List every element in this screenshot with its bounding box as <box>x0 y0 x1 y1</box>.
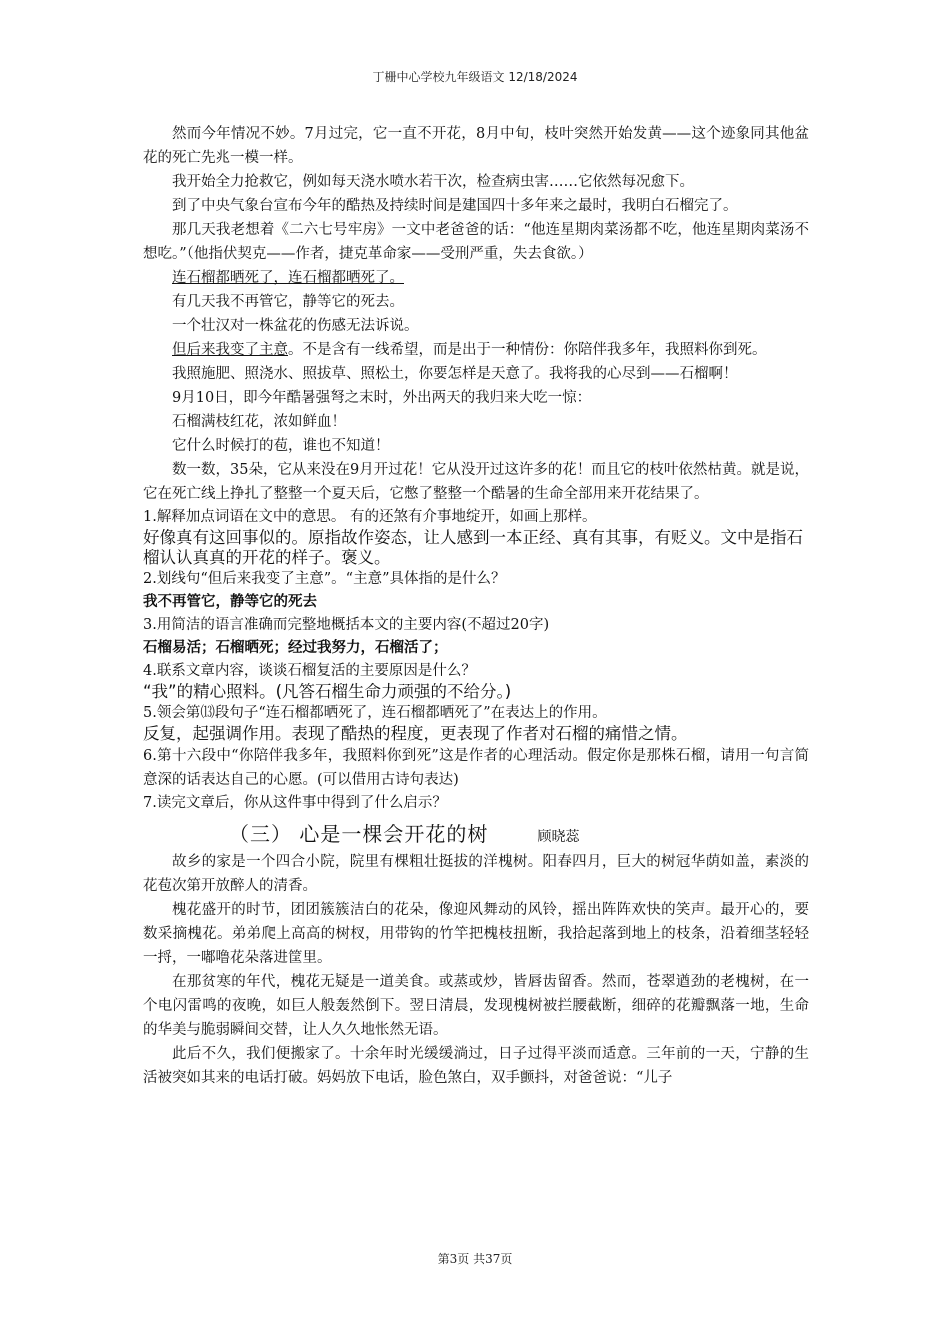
paragraph: 然而今年情况不妙。7月过完，它一直不开花，8月中旬，枝叶突然开始发黄——这个迹象同其他盆花的死亡先兆一模一样。 <box>143 126 809 166</box>
underlined-sentence: 但后来我变了主意 <box>172 342 288 358</box>
answer-5: 反复，起强调作用。表现了酷热的程度，更表现了作者对石榴的痛惜之情。 <box>143 724 688 743</box>
question-3: 3.用简洁的语言准确而完整地概括本文的主要内容(不超过20字) <box>143 617 550 633</box>
paragraph: 此后不久，我们便搬家了。十余年时光缓缓淌过，日子过得平淡而适意。三年前的一天，宁静的生活被突如其来的电话打破。妈妈放下电话，脸色煞白，双手颤抖，对爸爸说：“儿子 <box>143 1046 809 1086</box>
main-content <box>143 122 809 1090</box>
marked-sentence: 连石榴都晒死了，连石榴都晒死了。 <box>172 270 404 286</box>
question-2: 2.划线句“但后来我变了主意”。“主意”具体指的是什么？ <box>143 571 506 587</box>
paragraph: 它什么时候打的苞，谁也不知道！ <box>172 438 390 454</box>
question-1: 1.解释加点词语在文中的意思。 有的还煞有介事地绽开，如画上那样。 <box>143 509 597 525</box>
answer-1: 好像真有这回事似的。原指故作姿态，让人感到一本正经、真有其事，有贬义。文中是指石榴认认真真的开花的样子。褒义。 <box>143 528 803 567</box>
answer-3: 石榴易活；石榴晒死；经过我努力，石榴活了； <box>143 640 448 656</box>
page-footer: 第3页 共37页 <box>437 1252 513 1266</box>
page-header: 丁栅中心学校九年级语文 12/18/2024 <box>372 70 578 84</box>
paragraph: 一个壮汉对一株盆花的伤感无法诉说。 <box>172 318 419 334</box>
section-heading <box>143 818 809 848</box>
paragraph: 故乡的家是一个四合小院，院里有棵粗壮挺拔的洋槐树。阳春四月，巨大的树冠华荫如盖，素淡的花苞次第开放醉人的清香。 <box>143 854 809 894</box>
paragraph: 我照施肥、照浇水、照拔草、照松土，你要怎样是天意了。我将我的心尽到——石榴啊！ <box>172 366 738 382</box>
answer-2: 我不再管它，静等它的死去 <box>143 594 317 610</box>
paragraph <box>143 338 809 362</box>
question-4: 4.联系文章内容，谈谈石榴复活的主要原因是什么？ <box>143 663 476 679</box>
question-7: 7.读完文章后，你从这件事中得到了什么启示？ <box>143 795 447 811</box>
paragraph: 我开始全力抢救它，例如每天浇水喷水若干次，检查病虫害……它依然每况愈下。 <box>172 174 694 190</box>
paragraph: 有几天我不再管它，静等它的死去。 <box>172 294 404 310</box>
paragraph-rest: 。不是含有一线希望，而是出于一种情份：你陪伴我多年，我照料你到死。 <box>288 342 767 358</box>
repeated-sentence <box>143 266 809 290</box>
section-author: 顾晓蕊 <box>537 829 580 845</box>
question-5: 5.领会第⒀段句子“连石榴都晒死了，连石榴都晒死了”在表达上的作用。 <box>143 705 607 721</box>
paragraph: 到了中央气象台宣布今年的酷热及持续时间是建国四十多年来之最时，我明白石榴完了。 <box>172 198 738 214</box>
paragraph: 数一数，35朵，它从来没在9月开过花！它从没开过这许多的花！而且它的枝叶依然枯黄。就是说，它在死亡线上挣扎了整整一个夏天后，它憋了整整一个酷暑的生命全部用来开花结果了。 <box>143 462 809 502</box>
section-title: （三） 心是一棵会开花的树 <box>229 822 489 846</box>
paragraph: 槐花盛开的时节，团团簇簇洁白的花朵，像迎风舞动的风铃，摇出阵阵欢快的笑声。最开心的，要数采摘槐花。弟弟爬上高高的树杈，用带钩的竹竿把槐枝扭断，我拾起落到地上的枝条，沿着细茎轻轻一捋，一嘟噜花朵落进筐里。 <box>143 902 809 966</box>
paragraph: 在那贫寒的年代，槐花无疑是一道美食。或蒸或炒，皆唇齿留香。然而，苍翠遒劲的老槐树，在一个电闪雷鸣的夜晚，如巨人般轰然倒下。翌日清晨，发现槐树被拦腰截断，细碎的花瓣飘落一地，生命的华美与脆弱瞬间交替，让人久久地怅然无语。 <box>143 974 809 1038</box>
answer-4: “我”的精心照料。(凡答石榴生命力顽强的不给分。) <box>143 682 512 701</box>
paragraph: 那几天我老想着《二六七号牢房》一文中老爸爸的话：“他连星期肉菜汤都不吃，他连星期肉菜汤不想吃。”（他指伏契克——作者，捷克革命家——受刑严重，失去食欲。） <box>143 222 809 262</box>
paragraph: 9月10日，即今年酷暑强弩之末时，外出两天的我归来大吃一惊： <box>172 390 592 406</box>
question-6: 6.第十六段中“你陪伴我多年，我照料你到死”这是作者的心理活动。假定你是那株石榴，请用一句言简意深的话表达自己的心愿。(可以借用古诗句表达) <box>143 748 809 788</box>
paragraph: 石榴满枝红花，浓如鲜血！ <box>172 414 346 430</box>
